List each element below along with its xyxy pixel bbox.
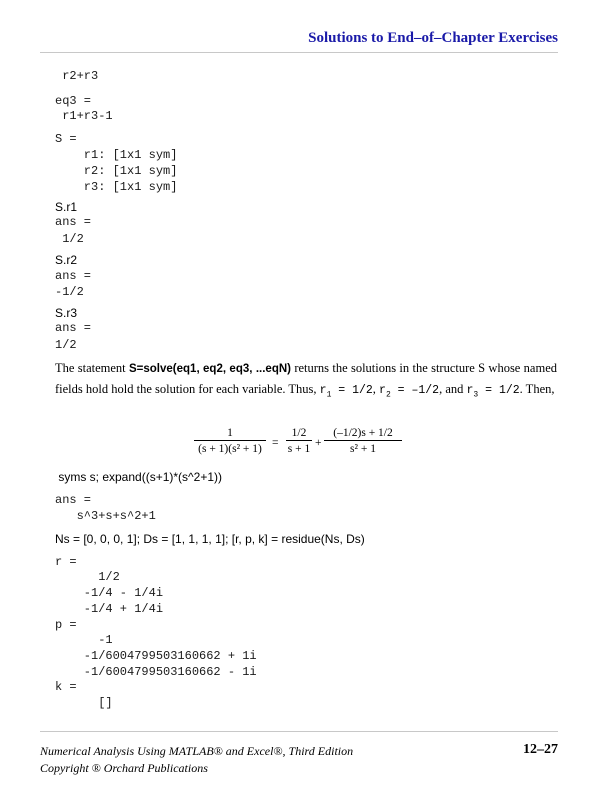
body-paragraph: The statement S=solve(eq1, eq2, eq3, ...eqN) returns the solutions in the structure S whose named fields hold hold the solution for each variable. Thus, $r_1 = 1/2$, $r_2 = -1/2$, and $r_3 = 1/2$. Then, bbox=[55, 361, 557, 400]
code-line: -1 bbox=[55, 633, 113, 647]
code-line: r2: [1x1 sym] bbox=[55, 164, 178, 178]
plus-sign: + bbox=[315, 437, 322, 449]
code-line: -1/2 bbox=[55, 285, 84, 299]
code-line: 1/2 bbox=[55, 570, 120, 584]
book-title: Numerical Analysis Using MATLAB® and Excel®, Third Edition bbox=[40, 744, 354, 758]
code-line: s^3+s+s^2+1 bbox=[55, 509, 156, 523]
inline-math: $r_3 = 1/2$ bbox=[466, 384, 520, 400]
command-line: S.r3 bbox=[55, 306, 78, 320]
paragraph-text: returns the solutions in the structure S whose named fields hold hold the solution for each variable. Thus, bbox=[55, 361, 557, 396]
code-line: 1/2 bbox=[55, 232, 84, 246]
code-line: r1+r3-1 bbox=[55, 109, 113, 123]
footer-info bbox=[40, 743, 353, 777]
header-divider bbox=[40, 52, 558, 53]
code-line: -1/4 + 1/4i bbox=[55, 602, 164, 616]
equals-sign: = bbox=[272, 437, 279, 449]
command-line: S.r2 bbox=[55, 253, 78, 267]
page-number: 12–27 bbox=[523, 742, 558, 757]
header-title: Solutions to End–of–Chapter Exercises bbox=[308, 30, 558, 46]
inline-command: S=solve(eq1, eq2, eq3, ...eqN) bbox=[129, 363, 291, 375]
term1-fraction: $\frac{1/2}{s + 1}$ bbox=[287, 427, 311, 455]
code-line: -1/4 - 1/4i bbox=[55, 586, 164, 600]
command-line: Ns = [0, 0, 0, 1]; Ds = [1, 1, 1, 1]; [r, p, k] = residue(Ns, Ds) bbox=[55, 532, 365, 546]
code-line: k = bbox=[55, 680, 77, 694]
inline-math: $r_2 = -1/2$ bbox=[379, 384, 440, 400]
code-line: r = bbox=[55, 555, 77, 569]
command-line: syms s; expand((s+1)*(s^2+1)) bbox=[55, 470, 223, 484]
code-line: eq3 = bbox=[55, 94, 92, 108]
lhs-fraction: $\frac{1}{\text{(s + 1)(s² + 1)}}$ bbox=[194, 427, 266, 455]
command-line: S.r1 bbox=[55, 200, 78, 214]
code-line: ans = bbox=[55, 269, 92, 283]
code-line: S = bbox=[55, 132, 77, 146]
code-line: ans = bbox=[55, 215, 92, 229]
term2-fraction: $\frac{(-1/2)s + 1/2}{\text{s² + 1}}$ bbox=[324, 427, 402, 455]
code-line: [] bbox=[55, 696, 113, 710]
code-line: r2+r3 bbox=[55, 69, 99, 83]
code-line: r1: [1x1 sym] bbox=[55, 148, 178, 162]
paragraph-text: The statement bbox=[55, 361, 129, 375]
code-line: -1/6004799503160662 + 1i bbox=[55, 649, 257, 663]
code-line: -1/6004799503160662 - 1i bbox=[55, 665, 257, 679]
inline-math: $r_1 = 1/2$ bbox=[319, 384, 373, 400]
code-line: p = bbox=[55, 618, 77, 632]
code-line: r3: [1x1 sym] bbox=[55, 180, 178, 194]
code-line: 1/2 bbox=[55, 338, 77, 352]
code-line: ans = bbox=[55, 321, 92, 335]
copyright: Copyright ® Orchard Publications bbox=[40, 761, 208, 775]
code-line: ans = bbox=[55, 493, 92, 507]
footer-divider bbox=[40, 731, 558, 732]
